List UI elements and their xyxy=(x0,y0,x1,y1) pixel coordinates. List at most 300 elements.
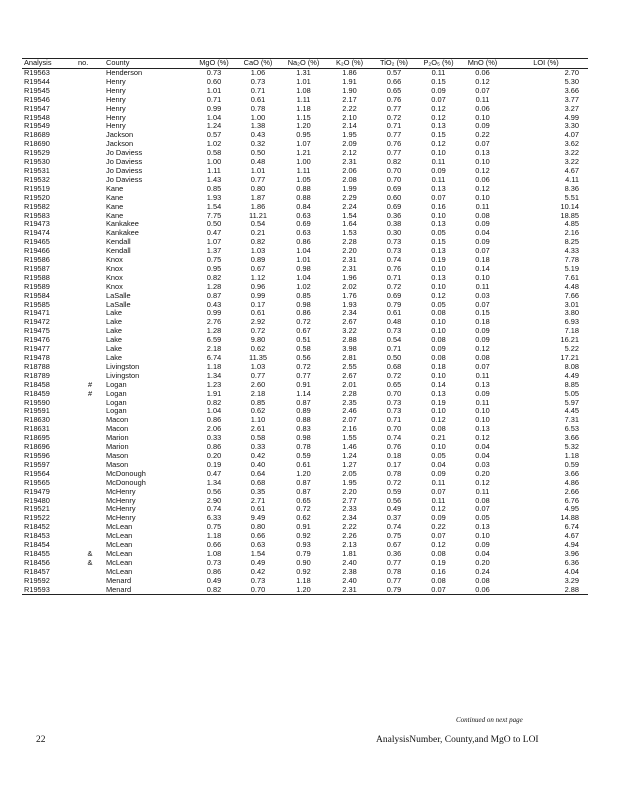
cell-analysis: R19466 xyxy=(24,247,50,256)
cell-no xyxy=(76,532,104,541)
cell-p2o5: 0.09 xyxy=(431,469,446,478)
cell-k2o: 2.31 xyxy=(342,256,357,265)
cell-no xyxy=(76,247,104,256)
cell-p2o5: 0.05 xyxy=(431,229,446,238)
cell-p2o5: 0.10 xyxy=(431,149,446,158)
cell-analysis: R19593 xyxy=(22,586,76,595)
cell-tio2: 0.60 xyxy=(386,193,402,202)
cell-no xyxy=(76,274,104,283)
cell-cao: 1.03 xyxy=(250,247,266,256)
table-row xyxy=(22,354,588,363)
cell-mno: 0.13 xyxy=(475,425,490,434)
cell-tio2: 0.78 xyxy=(386,567,402,576)
cell-loi: 8.08 xyxy=(564,362,579,371)
cell-p2o5: 0.10 xyxy=(431,327,446,336)
cell-mgo: 0.49 xyxy=(206,576,222,585)
cell-cao: 0.33 xyxy=(250,443,266,452)
cell-cao: 0.99 xyxy=(250,291,266,300)
cell-tio2: 0.77 xyxy=(386,104,402,113)
cell-p2o5: 0.05 xyxy=(431,300,446,309)
cell-cao: 0.50 xyxy=(250,149,266,158)
cell-analysis: R19545 xyxy=(24,86,50,95)
cell-mno: 0.03 xyxy=(475,291,490,300)
cell-mgo: 1.34 xyxy=(206,371,222,380)
cell-tio2: 0.73 xyxy=(386,407,402,416)
cell-cao: 0.77 xyxy=(250,371,266,380)
cell-no xyxy=(76,256,104,265)
cell-analysis: R18458 xyxy=(24,380,50,389)
cell-analysis: R19477 xyxy=(24,345,50,354)
cell-tio2: 0.69 xyxy=(386,291,402,300)
cell-mgo: 1.01 xyxy=(206,86,222,95)
table-row xyxy=(22,185,588,194)
cell-analysis: R19529 xyxy=(24,149,50,158)
cell-no xyxy=(76,407,104,416)
cell-loi: 0.59 xyxy=(564,460,579,469)
cell-k2o: 2.12 xyxy=(342,149,357,158)
cell-cao: 1.12 xyxy=(250,273,266,282)
cell-county: Lake xyxy=(106,309,123,318)
cell-p2o5: 0.19 xyxy=(431,256,446,265)
cell-tio2: 0.30 xyxy=(386,229,402,238)
table-row xyxy=(22,470,588,479)
cell-cao: 0.62 xyxy=(250,345,266,354)
cell-county: McHenry xyxy=(106,487,136,496)
cell-mno: 0.09 xyxy=(475,238,490,247)
cell-mgo: 0.75 xyxy=(206,523,222,532)
cell-mno: 0.12 xyxy=(475,184,490,193)
cell-k2o: 1.76 xyxy=(342,291,357,300)
cell-county: McLean xyxy=(106,523,133,532)
cell-loi: 8.25 xyxy=(564,238,579,247)
cell-cao: 0.73 xyxy=(250,576,266,585)
cell-county: McHenry xyxy=(106,505,136,514)
cell-na2o: 0.72 xyxy=(296,362,311,371)
cell-mgo: 0.43 xyxy=(206,300,222,309)
table-row xyxy=(22,550,588,559)
cell-analysis: R18630 xyxy=(24,416,50,425)
cell-na2o: 1.20 xyxy=(280,586,327,595)
cell-tio2: 0.74 xyxy=(386,434,402,443)
cell-na2o: 0.95 xyxy=(296,131,311,140)
cell-tio2: 0.77 xyxy=(386,576,402,585)
cell-mgo: 1.07 xyxy=(206,238,222,247)
cell-loi: 7.18 xyxy=(564,327,579,336)
cell-analysis: R19588 xyxy=(24,273,50,282)
cell-mno: 0.05 xyxy=(475,514,490,523)
cell-analysis: R19582 xyxy=(24,202,50,211)
cell-mno: 0.07 xyxy=(475,140,490,149)
cell-tio2: 0.73 xyxy=(386,247,402,256)
table-row xyxy=(22,523,588,532)
cell-mgo: 6.33 xyxy=(206,514,222,523)
table-row xyxy=(22,407,588,416)
table-row xyxy=(22,434,588,443)
cell-mgo: 1.11 xyxy=(207,166,221,175)
cell-p2o5: 0.13 xyxy=(431,122,446,131)
cell-tio2: 0.70 xyxy=(386,166,402,175)
cell-county: Logan xyxy=(106,389,127,398)
cell-analysis: R19530 xyxy=(24,158,50,167)
page-number: 22 xyxy=(36,735,46,745)
cell-tio2: 0.72 xyxy=(386,478,402,487)
cell-county: Macon xyxy=(106,425,129,434)
cell-mgo: 0.73 xyxy=(206,68,222,77)
cell-k2o: 1.95 xyxy=(342,478,357,487)
cell-k2o: 1.90 xyxy=(342,86,357,95)
cell-mgo: 1.43 xyxy=(206,175,222,184)
cell-no xyxy=(76,238,104,247)
cell-analysis: R19585 xyxy=(24,300,50,309)
cell-county: Henry xyxy=(106,104,126,113)
cell-cao: 0.35 xyxy=(250,487,266,496)
cell-mgo: 0.73 xyxy=(206,558,222,567)
cell-county: Henry xyxy=(106,122,126,131)
table-row xyxy=(22,327,588,336)
cell-no xyxy=(76,399,104,408)
cell-na2o: 0.87 xyxy=(296,398,311,407)
cell-analysis: R19589 xyxy=(24,282,50,291)
cell-mno: 0.10 xyxy=(475,532,490,541)
cell-county: Marion xyxy=(106,443,129,452)
cell-mno: 0.09 xyxy=(475,389,490,398)
cell-analysis: R19472 xyxy=(24,318,50,327)
cell-mgo: 1.00 xyxy=(206,158,222,167)
cell-loi: 8.85 xyxy=(564,380,579,389)
table-row xyxy=(22,114,588,123)
table-row xyxy=(22,256,588,265)
cell-mno: 0.06 xyxy=(475,104,490,113)
cell-county: LaSalle xyxy=(106,300,131,309)
cell-p2o5: 0.13 xyxy=(431,247,446,256)
cell-county: Macon xyxy=(106,416,129,425)
cell-p2o5: 0.12 xyxy=(431,505,446,514)
cell-no xyxy=(76,336,104,345)
cell-loi: 4.04 xyxy=(564,567,579,576)
cell-cao: 0.32 xyxy=(250,140,266,149)
table-row xyxy=(22,390,588,399)
data-table xyxy=(22,58,588,595)
cell-analysis: R18690 xyxy=(24,140,50,149)
cell-mgo: 0.57 xyxy=(206,131,222,140)
cell-mgo: 0.95 xyxy=(206,264,222,273)
cell-no: # xyxy=(87,389,93,398)
cell-no xyxy=(76,505,104,514)
cell-cao: 0.58 xyxy=(250,434,266,443)
table-row xyxy=(22,488,588,497)
cell-tio2: 0.65 xyxy=(386,86,402,95)
cell-na2o: 0.65 xyxy=(296,496,311,505)
cell-analysis: R18789 xyxy=(24,371,50,380)
cell-mno: 0.06 xyxy=(461,586,504,595)
cell-loi: 5.19 xyxy=(564,264,579,273)
cell-mgo: 1.04 xyxy=(206,407,222,416)
cell-mno: 0.11 xyxy=(475,398,490,407)
cell-county: Kendall xyxy=(106,247,131,256)
cell-loi: 5.51 xyxy=(564,193,579,202)
cell-analysis: R18459 xyxy=(24,389,50,398)
cell-tio2: 0.79 xyxy=(386,300,402,309)
table-row xyxy=(22,69,588,78)
cell-p2o5: 0.11 xyxy=(431,68,446,77)
cell-county: Kane xyxy=(106,211,124,220)
cell-k2o: 2.34 xyxy=(342,309,357,318)
cell-cao: 0.61 xyxy=(250,505,266,514)
cell-analysis: R18788 xyxy=(24,362,50,371)
cell-tio2: 0.72 xyxy=(386,371,402,380)
cell-cao: 2.71 xyxy=(250,496,266,505)
cell-tio2: 0.54 xyxy=(386,336,402,345)
cell-tio2: 0.37 xyxy=(386,514,402,523)
cell-p2o5: 0.09 xyxy=(431,86,446,95)
cell-loi: 3.80 xyxy=(564,309,579,318)
cell-cao: 0.73 xyxy=(250,77,266,86)
table-row xyxy=(22,309,588,318)
cell-loi: 3.29 xyxy=(564,576,579,585)
cell-loi: 1.18 xyxy=(564,451,579,460)
cell-mgo: 1.54 xyxy=(206,202,222,211)
cell-k2o: 1.27 xyxy=(342,460,357,469)
cell-loi: 10.14 xyxy=(560,202,579,211)
cell-county: Henry xyxy=(106,113,126,122)
cell-mgo: 1.91 xyxy=(206,389,222,398)
cell-no xyxy=(76,514,104,523)
cell-cao: 1.86 xyxy=(250,202,266,211)
cell-analysis: R19474 xyxy=(24,229,50,238)
cell-loi: 3.77 xyxy=(564,95,579,104)
cell-cao: 2.92 xyxy=(250,318,266,327)
cell-loi: 4.99 xyxy=(564,113,579,122)
cell-cao: 0.42 xyxy=(250,451,266,460)
cell-p2o5: 0.08 xyxy=(431,549,446,558)
cell-mgo: 0.50 xyxy=(206,220,222,229)
cell-county: LaSalle xyxy=(106,291,131,300)
cell-mno: 0.08 xyxy=(475,576,490,585)
cell-k2o: 2.26 xyxy=(342,532,357,541)
table-row xyxy=(22,399,588,408)
cell-no xyxy=(76,452,104,461)
cell-cao: 0.68 xyxy=(250,478,266,487)
cell-mno: 0.09 xyxy=(475,220,490,229)
cell-na2o: 1.02 xyxy=(296,282,311,291)
col-header-p2o5: P₂O₅ (%) xyxy=(416,59,461,69)
cell-mno: 0.04 xyxy=(475,451,490,460)
cell-mno: 0.15 xyxy=(475,309,490,318)
cell-cao: 0.80 xyxy=(250,523,266,532)
cell-k2o: 1.54 xyxy=(342,211,357,220)
cell-loi: 6.93 xyxy=(564,318,579,327)
cell-p2o5: 0.09 xyxy=(431,166,446,175)
cell-na2o: 0.63 xyxy=(296,229,311,238)
cell-no xyxy=(76,176,104,185)
cell-county: Logan xyxy=(106,398,127,407)
cell-tio2: 0.77 xyxy=(386,149,402,158)
cell-p2o5: 0.21 xyxy=(431,434,446,443)
cell-loi: 2.16 xyxy=(564,229,579,238)
cell-loi: 4.67 xyxy=(564,532,579,541)
cell-cao: 11.35 xyxy=(249,354,267,362)
cell-p2o5: 0.12 xyxy=(431,291,446,300)
cell-na2o: 0.83 xyxy=(296,425,311,434)
col-header-county: County xyxy=(104,59,192,69)
table-row xyxy=(22,96,588,105)
cell-tio2: 0.70 xyxy=(386,175,402,184)
cell-k2o: 1.81 xyxy=(342,549,357,558)
table-row xyxy=(22,78,588,87)
cell-cao: 0.21 xyxy=(250,229,266,238)
cell-mno: 0.10 xyxy=(475,273,490,282)
cell-analysis: R19596 xyxy=(24,451,50,460)
cell-cao: 11.21 xyxy=(249,211,267,220)
cell-mno: 0.12 xyxy=(475,345,490,354)
cell-no xyxy=(76,203,104,212)
cell-loi: 4.95 xyxy=(564,505,579,514)
cell-tio2: 0.70 xyxy=(386,425,402,434)
cell-analysis: R18453 xyxy=(24,532,50,541)
cell-county: Henry xyxy=(106,77,126,86)
cell-p2o5: 0.19 xyxy=(431,558,446,567)
cell-mno: 0.18 xyxy=(475,318,490,327)
cell-county: Kankakee xyxy=(106,229,139,238)
table-row xyxy=(22,301,588,310)
cell-mgo: 1.28 xyxy=(206,282,222,291)
cell-k2o: 1.64 xyxy=(342,220,357,229)
cell-analysis: R19479 xyxy=(24,487,50,496)
cell-na2o: 0.91 xyxy=(296,523,311,532)
cell-p2o5: 0.07 xyxy=(431,193,446,202)
cell-no xyxy=(76,167,104,176)
cell-loi: 4.45 xyxy=(564,407,579,416)
cell-na2o: 0.84 xyxy=(296,202,311,211)
cell-mgo: 0.99 xyxy=(206,309,222,318)
cell-analysis: R19583 xyxy=(24,211,50,220)
col-header-k2o: K₂O (%) xyxy=(327,59,372,69)
cell-k2o: 2.22 xyxy=(342,104,357,113)
cell-na2o: 0.77 xyxy=(296,371,311,380)
cell-county: Jackson xyxy=(106,131,134,140)
cell-mgo: 0.47 xyxy=(206,469,222,478)
cell-mno: 0.10 xyxy=(475,158,490,167)
cell-tio2: 0.74 xyxy=(386,523,402,532)
table-row xyxy=(22,274,588,283)
cell-analysis: R19587 xyxy=(24,264,50,273)
cell-analysis: R19473 xyxy=(24,220,50,229)
cell-na2o: 0.92 xyxy=(296,567,311,576)
cell-no xyxy=(76,283,104,292)
cell-mgo: 1.08 xyxy=(206,549,222,558)
cell-na2o: 1.01 xyxy=(296,256,311,265)
cell-analysis: R19590 xyxy=(24,398,50,407)
cell-na2o: 0.89 xyxy=(296,407,311,416)
cell-no xyxy=(76,87,104,96)
cell-loi: 3.27 xyxy=(564,104,579,113)
cell-cao: 0.61 xyxy=(250,95,266,104)
cell-tio2: 0.82 xyxy=(386,158,402,167)
cell-mno: 0.24 xyxy=(475,567,490,576)
table-row xyxy=(22,318,588,327)
table-row xyxy=(22,363,588,372)
cell-k2o: 2.10 xyxy=(342,113,357,122)
cell-analysis: R18689 xyxy=(24,131,50,140)
cell-cao: 1.54 xyxy=(250,549,266,558)
cell-no xyxy=(76,425,104,434)
cell-cao: 0.80 xyxy=(250,184,266,193)
cell-p2o5: 0.11 xyxy=(431,158,446,167)
cell-p2o5: 0.07 xyxy=(416,586,461,595)
cell-na2o: 0.98 xyxy=(296,434,311,443)
cell-mno: 0.04 xyxy=(475,549,490,558)
cell-county: Logan xyxy=(106,380,127,389)
cell-county: Henderson xyxy=(106,68,143,77)
cell-mgo: 2.06 xyxy=(206,425,222,434)
cell-p2o5: 0.08 xyxy=(431,354,446,362)
table-row xyxy=(22,194,588,203)
cell-k2o: 2.35 xyxy=(342,398,357,407)
cell-p2o5: 0.12 xyxy=(431,104,446,113)
cell-county: Jackson xyxy=(106,140,134,149)
cell-mno: 0.07 xyxy=(475,505,490,514)
col-header-loi: LOI (%) xyxy=(504,59,588,69)
cell-k2o: 2.67 xyxy=(342,371,357,380)
cell-cao: 1.87 xyxy=(250,193,266,202)
cell-county: Jo Daviess xyxy=(106,149,143,158)
cell-mno: 0.08 xyxy=(475,354,490,362)
cell-analysis: R19531 xyxy=(24,166,50,175)
cell-cao: 0.72 xyxy=(250,327,266,336)
cell-k2o: 2.29 xyxy=(342,193,357,202)
cell-k2o: 1.99 xyxy=(342,184,357,193)
cell-tio2: 0.69 xyxy=(386,184,402,193)
table-row xyxy=(22,122,588,131)
cell-na2o: 1.05 xyxy=(296,175,311,184)
cell-loi: 3.66 xyxy=(564,434,579,443)
cell-mgo: 0.86 xyxy=(206,567,222,576)
cell-k2o: 2.31 xyxy=(327,586,372,595)
cell-no xyxy=(76,158,104,167)
cell-p2o5: 0.18 xyxy=(431,362,446,371)
cell-no: & xyxy=(87,558,93,567)
cell-na2o: 1.21 xyxy=(296,149,311,158)
cell-mgo: 0.33 xyxy=(206,434,222,443)
cell-county: Lake xyxy=(106,336,123,345)
cell-no xyxy=(76,372,104,381)
cell-tio2: 0.36 xyxy=(386,211,402,220)
cell-p2o5: 0.12 xyxy=(431,541,446,550)
cell-na2o: 0.90 xyxy=(296,558,311,567)
cell-na2o: 1.20 xyxy=(296,469,311,478)
cell-loi: 3.01 xyxy=(564,300,579,309)
cell-tio2: 0.76 xyxy=(386,140,402,149)
cell-county: Jo Daviess xyxy=(106,166,143,175)
cell-tio2: 0.76 xyxy=(386,264,402,273)
cell-p2o5: 0.10 xyxy=(431,211,446,220)
cell-k2o: 2.13 xyxy=(342,541,357,550)
cell-k2o: 2.28 xyxy=(342,238,357,247)
cell-tio2: 0.75 xyxy=(386,532,402,541)
cell-na2o: 1.14 xyxy=(296,389,311,398)
cell-k2o: 2.33 xyxy=(342,505,357,514)
cell-na2o: 0.69 xyxy=(296,220,311,229)
cell-k2o: 2.31 xyxy=(342,158,357,167)
cell-mno: 0.04 xyxy=(475,229,490,238)
cell-na2o: 0.79 xyxy=(296,549,311,558)
cell-tio2: 0.70 xyxy=(386,389,402,398)
cell-tio2: 0.66 xyxy=(386,77,402,86)
cell-na2o: 0.61 xyxy=(296,460,311,469)
cell-mno: 0.06 xyxy=(475,68,490,77)
cell-county: Kendall xyxy=(106,238,131,247)
table-row xyxy=(22,87,588,96)
